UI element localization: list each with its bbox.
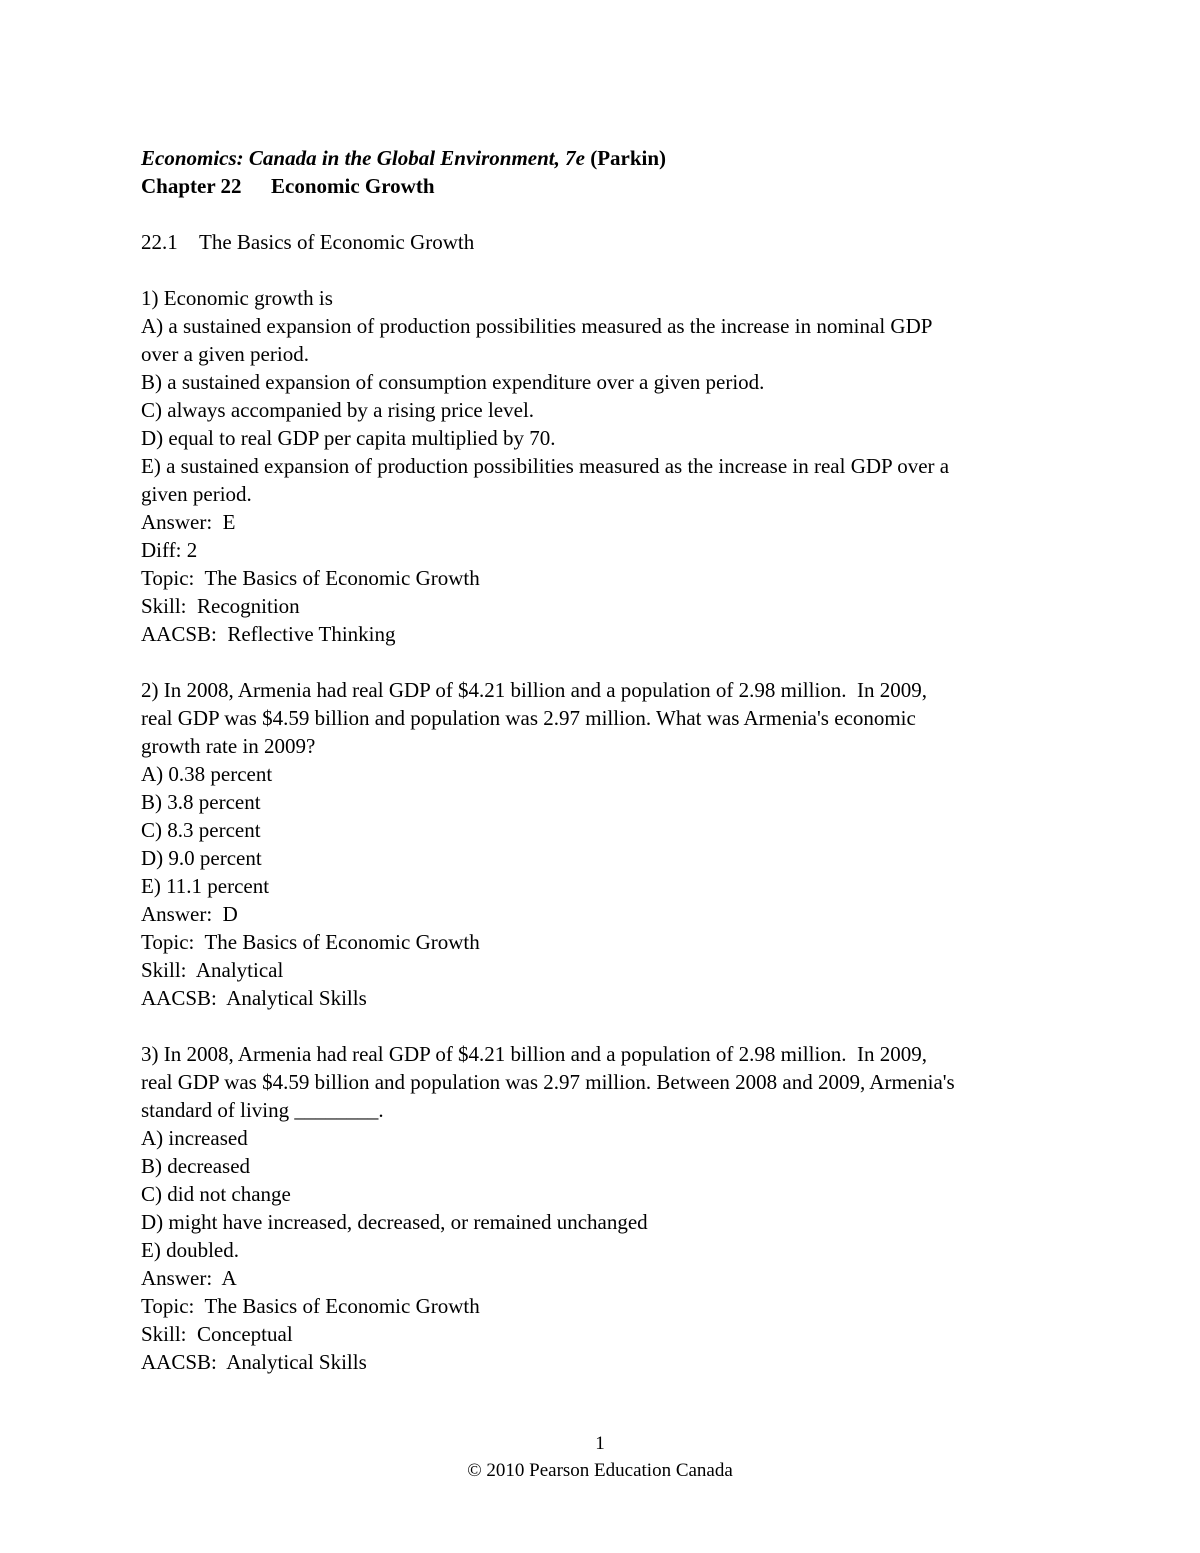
question-meta-line: Answer: A — [141, 1266, 237, 1290]
answer-option-line: over a given period. — [141, 342, 309, 366]
spacer — [141, 200, 1071, 228]
question-meta-line: AACSB: Analytical Skills — [141, 1350, 367, 1374]
answer-option-line: D) might have increased, decreased, or remained unchanged — [141, 1210, 648, 1234]
section-heading — [141, 228, 1071, 256]
answer-option-line: A) increased — [141, 1126, 248, 1150]
question-block — [141, 1040, 1071, 1376]
document-body — [141, 144, 1071, 1376]
question-meta-line: Skill: Recognition — [141, 594, 300, 618]
answer-option-line: B) a sustained expansion of consumption expenditure over a given period. — [141, 370, 765, 394]
question-stem-line: real GDP was $4.59 billion and population was 2.97 million. Between 2008 and 2009, Armenia's — [141, 1070, 955, 1094]
question-stem-line: 3) In 2008, Armenia had real GDP of $4.21 billion and a population of 2.98 million. In 2009, — [141, 1042, 928, 1066]
answer-option-line: C) always accompanied by a rising price level. — [141, 398, 535, 422]
section-title: The Basics of Economic Growth — [199, 230, 475, 254]
answer-option-line: A) a sustained expansion of production possibilities measured as the increase in nominal GDP — [141, 314, 933, 338]
questions-list — [141, 284, 1071, 1376]
copyright-notice: © 2010 Pearson Education Canada — [467, 1460, 733, 1481]
question-meta-line: AACSB: Analytical Skills — [141, 986, 367, 1010]
spacer — [141, 648, 1071, 676]
book-title-italic: Economics: Canada in the Global Environment, 7e — [141, 146, 585, 170]
book-author: (Parkin) — [584, 146, 667, 170]
answer-option-line: E) doubled. — [141, 1238, 239, 1262]
question-stem-line: real GDP was $4.59 billion and population was 2.97 million. What was Armenia's economic — [141, 706, 916, 730]
question-meta-line: Answer: E — [141, 510, 236, 534]
question-meta-line: Topic: The Basics of Economic Growth — [141, 566, 480, 590]
chapter-heading — [141, 172, 1071, 200]
question-meta-line: AACSB: Reflective Thinking — [141, 622, 396, 646]
question-stem-line: growth rate in 2009? — [141, 734, 316, 758]
answer-option-line: E) 11.1 percent — [141, 874, 270, 898]
question-meta-line: Skill: Analytical — [141, 958, 284, 982]
answer-option-line: C) 8.3 percent — [141, 818, 261, 842]
book-title — [141, 144, 1071, 172]
answer-option-line: D) equal to real GDP per capita multiplied by 70. — [141, 426, 556, 450]
question-stem-line: 2) In 2008, Armenia had real GDP of $4.21 billion and a population of 2.98 million. In 2009, — [141, 678, 928, 702]
page-number: 1 — [595, 1433, 605, 1454]
answer-option-line: D) 9.0 percent — [141, 846, 262, 870]
question-block — [141, 676, 1071, 1012]
question-meta-line: Diff: 2 — [141, 538, 198, 562]
answer-option-line: given period. — [141, 482, 252, 506]
chapter-title: Economic Growth — [271, 174, 435, 198]
question-meta-line: Answer: D — [141, 902, 238, 926]
answer-option-line: B) 3.8 percent — [141, 790, 261, 814]
question-meta-line: Topic: The Basics of Economic Growth — [141, 930, 480, 954]
question-block — [141, 284, 1071, 648]
answer-option-line: B) decreased — [141, 1154, 251, 1178]
question-stem-line: standard of living ________. — [141, 1098, 384, 1122]
answer-option-line: A) 0.38 percent — [141, 762, 273, 786]
spacer — [141, 1012, 1071, 1040]
answer-option-line: E) a sustained expansion of production possibilities measured as the increase in real GDP over a — [141, 454, 950, 478]
chapter-number: Chapter 22 — [141, 174, 242, 198]
answer-option-line: C) did not change — [141, 1182, 291, 1206]
spacer — [141, 256, 1071, 284]
question-stem-line: 1) Economic growth is — [141, 286, 333, 310]
section-number: 22.1 — [141, 230, 178, 254]
question-meta-line: Skill: Conceptual — [141, 1322, 293, 1346]
question-meta-line: Topic: The Basics of Economic Growth — [141, 1294, 480, 1318]
